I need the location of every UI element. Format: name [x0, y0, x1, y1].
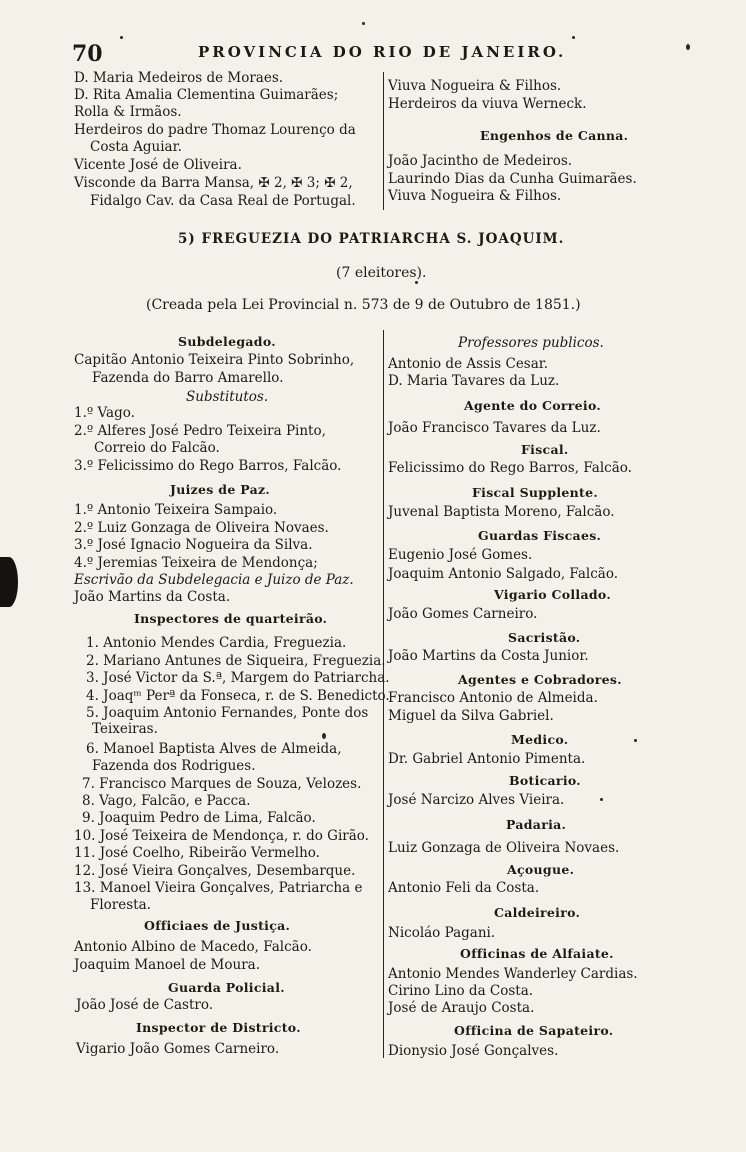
- heading-padaria: Padaria.: [506, 817, 567, 832]
- text-line: Visconde da Barra Mansa, ✠ 2, ✠ 3; ✠ 2,: [74, 175, 353, 191]
- heading-guarda: Guarda Policial.: [168, 980, 285, 995]
- section-heading: Engenhos de Canna.: [480, 128, 629, 143]
- heading-officinas-alfaiate: Officinas de Alfaiate.: [460, 946, 614, 961]
- text-line: Antonio Mendes Wanderley Cardias.: [388, 966, 638, 982]
- text-line: João Martins da Costa.: [74, 589, 231, 605]
- ink-speck: [686, 44, 690, 50]
- text-line: João Martins da Costa Junior.: [388, 648, 589, 664]
- text-line: Viuva Nogueira & Filhos.: [388, 78, 562, 94]
- ink-blot: [0, 557, 18, 607]
- heading-inspectores: Inspectores de quarteirão.: [134, 611, 328, 626]
- list-item: 12. José Vieira Gonçalves, Desembarque.: [74, 863, 356, 879]
- text-line: 2.º Luiz Gonzaga de Oliveira Novaes.: [74, 520, 329, 536]
- list-item: Floresta.: [90, 897, 151, 913]
- ink-speck: [634, 739, 637, 742]
- text-line: Correio do Falcão.: [94, 440, 220, 456]
- text-line: D. Rita Amalia Clementina Guimarães;: [74, 87, 339, 103]
- column-divider: [383, 72, 384, 210]
- text-line: 2.º Alferes José Pedro Teixeira Pinto,: [74, 423, 326, 439]
- text-line: Viuva Nogueira & Filhos.: [388, 188, 562, 204]
- heading-agentes-cobradores: Agentes e Cobradores.: [458, 672, 622, 687]
- text-line: Fazenda do Barro Amarello.: [92, 370, 284, 386]
- text-line: Antonio Feli da Costa.: [388, 880, 540, 896]
- text-line: Vigario João Gomes Carneiro.: [76, 1041, 280, 1057]
- text-line: 4.º Jeremias Teixeira de Mendonça;: [74, 555, 318, 571]
- heading-subdelegado: Subdelegado.: [178, 334, 276, 349]
- text-line: Dionysio José Gonçalves.: [388, 1043, 559, 1059]
- list-item: Teixeiras.: [92, 721, 158, 737]
- list-item: 6. Manoel Baptista Alves de Almeida,: [86, 741, 342, 757]
- text-line-text: Juvenal Baptista Moreno, Falcão.: [388, 504, 615, 520]
- text-line: Antonio Albino de Macedo, Falcão.: [74, 939, 312, 955]
- text-line: Capitão Antonio Teixeira Pinto Sobrinho,: [74, 352, 355, 368]
- running-title: PROVINCIA DO RIO DE JANEIRO.: [198, 43, 567, 61]
- list-item: 7. Francisco Marques de Souza, Velozes.: [82, 776, 362, 792]
- text-line: Joaquim Manoel de Moura.: [74, 957, 260, 973]
- text-line: Costa Aguiar.: [90, 139, 182, 155]
- heading-officiaes: Officiaes de Justiça.: [144, 918, 291, 933]
- text-line: Laurindo Dias da Cunha Guimarães.: [388, 171, 637, 187]
- heading-acougue: Açougue.: [507, 862, 575, 877]
- ink-speck: [322, 733, 326, 739]
- list-item: 3. José Victor da S.ª, Margem do Patriarcha.: [86, 670, 390, 686]
- text-line: D. Maria Medeiros de Moraes.: [74, 70, 284, 86]
- list-item: 11. José Coelho, Ribeirão Vermelho.: [74, 845, 320, 861]
- heading-fiscal-supplente: Fiscal Supplente.: [472, 485, 599, 500]
- text-line: José Narcizo Alves Vieira.: [388, 792, 565, 808]
- text-line: Miguel da Silva Gabriel.: [388, 708, 554, 724]
- text-line: João Gomes Carneiro.: [388, 606, 538, 622]
- heading-officina-sapateiro: Officina de Sapateiro.: [454, 1023, 614, 1038]
- heading-vigario: Vigario Collado.: [494, 587, 611, 602]
- heading-medico: Medico.: [511, 732, 569, 747]
- heading-escrivao: Escrivão da Subdelegacia e Juizo de Paz.: [74, 572, 354, 588]
- text-line: [388, 504, 656, 521]
- heading-fiscal: Fiscal.: [521, 442, 569, 457]
- text-line: Herdeiros da viuva Werneck.: [388, 96, 587, 112]
- parish-title: 5) FREGUEZIA DO PATRIARCHA S. JOAQUIM.: [178, 231, 565, 247]
- electors-count: (7 eleitores).: [336, 265, 427, 281]
- list-item: 5. Joaquim Antonio Fernandes, Ponte dos: [86, 705, 369, 721]
- text-line: 1.º Vago.: [74, 405, 135, 421]
- page-number: 70: [72, 41, 103, 67]
- heading-caldeireiro: Caldeireiro.: [494, 905, 581, 920]
- text-line: João Jacintho de Medeiros.: [388, 153, 573, 169]
- text-line: Joaquim Antonio Salgado, Falcão.: [388, 566, 619, 582]
- text-line: Francisco Antonio de Almeida.: [388, 690, 598, 706]
- text-line: Felicissimo do Rego Barros, Falcão.: [388, 460, 632, 476]
- text-line: D. Maria Tavares da Luz.: [388, 373, 560, 389]
- list-item: 1. Antonio Mendes Cardia, Freguezia.: [86, 635, 347, 651]
- text-line: Cirino Lino da Costa.: [388, 983, 534, 999]
- text-line: Herdeiros do padre Thomaz Lourenço da: [74, 122, 356, 138]
- ink-speck: [600, 798, 603, 801]
- list-item: 10. José Teixeira de Mendonça, r. do Girão.: [74, 828, 369, 844]
- text-line: Vicente José de Oliveira.: [74, 157, 242, 173]
- text-line: Rolla & Irmãos.: [74, 104, 182, 120]
- heading-guardas-fiscaes: Guardas Fiscaes.: [478, 528, 602, 543]
- text-line: 1.º Antonio Teixeira Sampaio.: [74, 502, 278, 518]
- heading-inspector-districto: Inspector de Districto.: [136, 1020, 301, 1035]
- list-item: 13. Manoel Vieira Gonçalves, Patriarcha e: [74, 880, 363, 896]
- list-item: 2. Mariano Antunes de Siqueira, Freguezia.: [86, 653, 386, 669]
- text-line: João Francisco Tavares da Luz.: [388, 420, 601, 436]
- list-item: Fazenda dos Rodrigues.: [92, 758, 256, 774]
- text-line: Eugenio José Gomes.: [388, 547, 533, 563]
- text-line: 3.º Felicissimo do Rego Barros, Falcão.: [74, 458, 342, 474]
- ink-speck: [572, 36, 575, 39]
- ink-speck: [120, 36, 123, 39]
- ink-speck: [362, 22, 365, 25]
- heading-sacristao: Sacristão.: [508, 630, 581, 645]
- list-item: 4. Joaqᵐ Perª da Fonseca, r. de S. Benedicto.: [86, 688, 390, 704]
- text-line: Nicoláo Pagani.: [388, 925, 496, 941]
- text-line: Dr. Gabriel Antonio Pimenta.: [388, 751, 586, 767]
- text-line: João José de Castro.: [76, 997, 214, 1013]
- text-line: José de Araujo Costa.: [388, 1000, 535, 1016]
- ink-speck: [415, 281, 418, 284]
- heading-agente-correio: Agente do Correio.: [464, 398, 602, 413]
- text-line: 3.º José Ignacio Nogueira da Silva.: [74, 537, 313, 553]
- text-line: Luiz Gonzaga de Oliveira Novaes.: [388, 840, 620, 856]
- heading-professores: Professores publicos.: [458, 335, 604, 351]
- heading-juizes: Juizes de Paz.: [170, 482, 271, 497]
- text-line: Antonio de Assis Cesar.: [388, 356, 549, 372]
- list-item: 8. Vago, Falcão, e Pacca.: [82, 793, 251, 809]
- heading-boticario: Boticario.: [509, 773, 581, 788]
- text-line: Fidalgo Cav. da Casa Real de Portugal.: [90, 193, 356, 209]
- list-item: 9. Joaquim Pedro de Lima, Falcão.: [82, 810, 316, 826]
- heading-substitutos: Substitutos.: [186, 389, 269, 405]
- creation-note: (Creada pela Lei Provincial n. 573 de 9 de Outubro de 1851.): [146, 297, 581, 313]
